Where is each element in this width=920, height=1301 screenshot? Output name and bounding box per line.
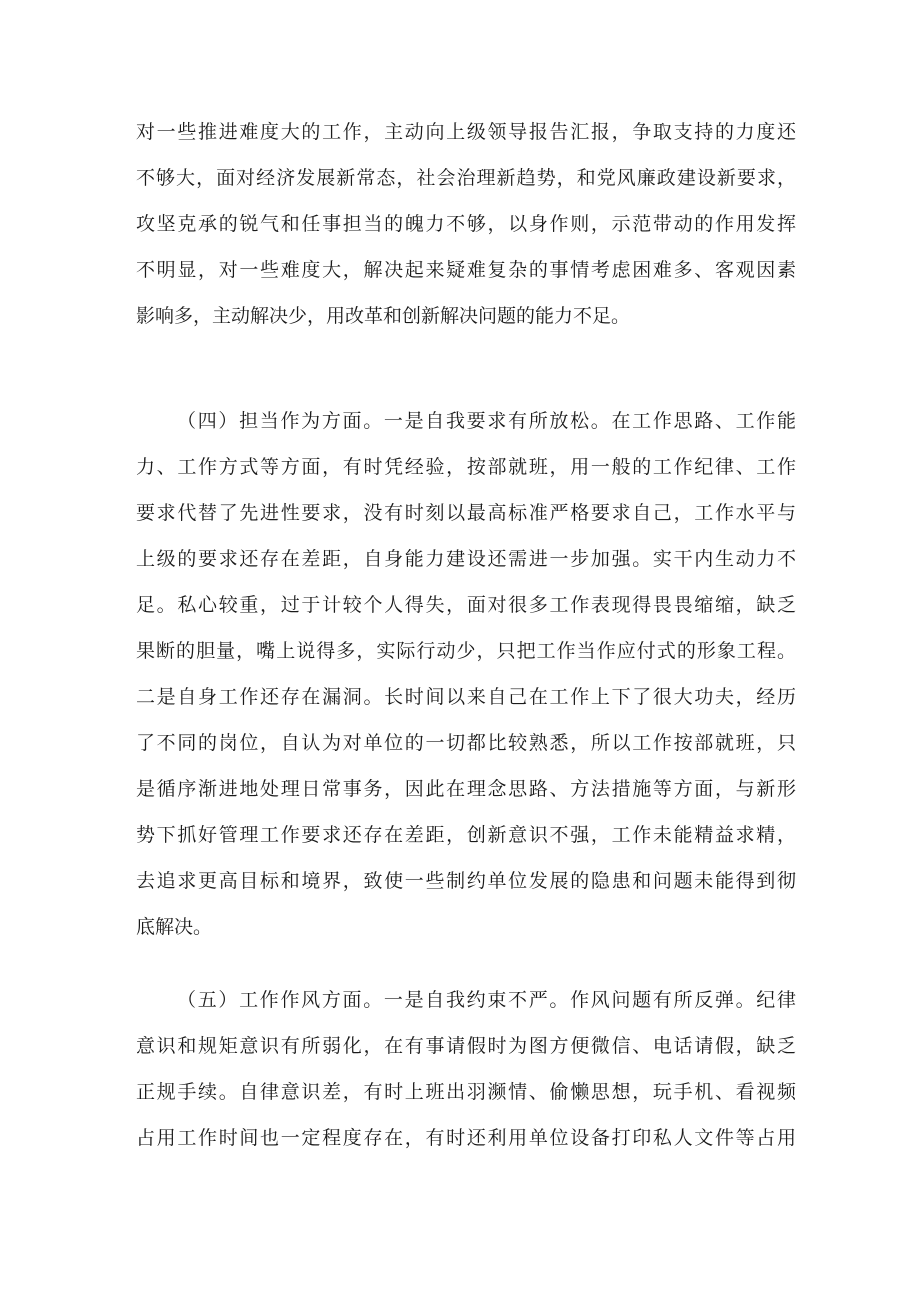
text-line: 去追求更高目标和境界，致使一些制约单位发展的隐患和问题未能得到彻 xyxy=(136,870,796,892)
paragraph-section-four xyxy=(136,398,796,950)
text-line: 不够大，面对经济发展新常态，社会治理新趋势，和党风廉政建设新要求， xyxy=(136,167,796,189)
section-heading-line: （五）工作作风方面。一是自我约束不严。作风问题有所反弹。纪律 xyxy=(177,989,796,1011)
text-line: 二是自身工作还存在漏洞。长时间以来自己在工作上下了很大功夫，经历 xyxy=(136,686,796,708)
paragraph-section-five xyxy=(136,977,796,1161)
text-line: 对一些推进难度大的工作，主动向上级领导报告汇报，争取支持的力度还 xyxy=(136,121,796,143)
text-line: 占用工作时间也一定程度存在，有时还利用单位设备打印私人文件等占用 xyxy=(136,1127,796,1149)
text-line: 是循序渐进地处理日常事务，因此在理念思路、方法措施等方面，与新形 xyxy=(136,778,796,800)
text-line: 势下抓好管理工作要求还存在差距，创新意识不强，工作未能精益求精， xyxy=(136,824,796,846)
text-line: 底解决。 xyxy=(136,916,213,938)
text-line: 不明显，对一些难度大，解决起来疑难复杂的事情考虑困难多、客观因素 xyxy=(136,259,796,281)
text-line: 了不同的岗位，自认为对单位的一切都比较熟悉，所以工作按部就班，只 xyxy=(136,732,796,754)
text-line: 攻坚克承的锐气和任事担当的魄力不够，以身作则，示范带动的作用发挥 xyxy=(136,213,796,235)
text-line: 正规手续。自律意识差，有时上班出羽濒情、偷懒思想，玩手机、看视频 xyxy=(136,1081,796,1103)
section-heading-line: （四）担当作为方面。一是自我要求有所放松。在工作思路、工作能 xyxy=(177,410,796,432)
text-line: 意识和规矩意识有所弱化，在有事请假时为图方便微信、电话请假，缺乏 xyxy=(136,1035,796,1057)
text-line: 果断的胆量，嘴上说得多，实际行动少，只把工作当作应付式的形象工程。 xyxy=(136,640,796,662)
text-line: 影响多，主动解决少，用改革和创新解决问题的能力不足。 xyxy=(136,305,631,327)
text-line: 力、工作方式等方面，有时凭经验，按部就班，用一般的工作纪律、工作 xyxy=(136,456,796,478)
text-line: 上级的要求还存在差距，自身能力建设还需进一步加强。实干内生动力不 xyxy=(136,548,796,570)
text-line: 要求代替了先进性要求，没有时刻以最高标准严格要求自己，工作水平与 xyxy=(136,502,796,524)
paragraph-leadership-shortfalls xyxy=(136,109,796,339)
text-line: 足。私心较重，过于计较个人得失，面对很多工作表现得畏畏缩缩，缺乏 xyxy=(136,594,796,616)
